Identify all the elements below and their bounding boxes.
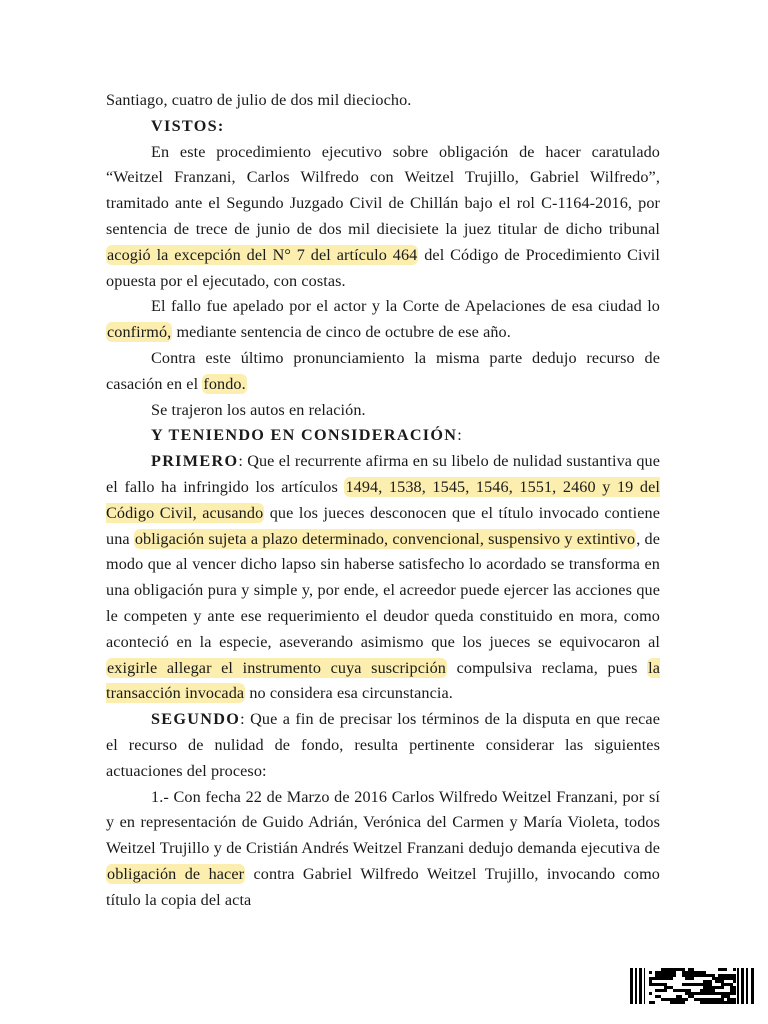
highlight-transaccion: la transacción invocada [106,658,660,703]
barcode-cell [709,1001,712,1004]
segundo-heading: SEGUNDO [151,710,241,729]
barcode-cell [730,977,733,980]
barcode-matrix [649,968,736,1004]
barcode-cell [691,977,694,980]
barcode-cell [709,992,712,995]
barcode-cell [733,1001,736,1004]
paragraph-casacion [106,346,660,398]
barcode-cell [670,998,673,1001]
barcode-cell [679,1001,682,1004]
barcode-cell [694,983,697,986]
barcode-cell [697,971,700,974]
para1-text-b: del Código de Procedimiento Civil opuesta por el ejecutado, con costas. [106,245,660,290]
barcode-cell [655,995,658,998]
barcode-cell [688,989,691,992]
barcode-cell [661,998,664,1001]
barcode-cell [715,977,718,980]
barcode-cell [679,995,682,998]
barcode-cell [664,968,667,971]
barcode-cell [724,968,727,971]
barcode-cell [673,998,676,1001]
barcode-cell [709,974,712,977]
barcode-cell [721,980,724,983]
barcode-cell [724,1001,727,1004]
barcode-cell [661,983,664,986]
barcode-cell [652,983,655,986]
para2-text-b: mediante sentencia de cinco de octubre de ese año. [172,323,511,342]
barcode-cell [706,992,709,995]
barcode-cell [697,983,700,986]
barcode-cell [718,974,721,977]
considering-heading-text: Y TENIENDO EN CONSIDERACIÓN [151,426,458,445]
vistos-heading-text: VISTOS: [151,116,225,135]
barcode-cell [685,998,688,1001]
barcode-cell [661,968,664,971]
barcode-cell [676,989,679,992]
barcode-cell [718,986,721,989]
barcode-bar [737,968,739,1004]
barcode-cell [682,989,685,992]
barcode-cell [703,992,706,995]
barcode-cell [700,983,703,986]
barcode-cell [688,983,691,986]
document-page [106,88,660,914]
barcode-cell [733,968,736,971]
barcode-cell [718,980,721,983]
barcode-cell [688,977,691,980]
barcode-cell [652,977,655,980]
barcode-cell [703,986,706,989]
barcode-cell [706,998,709,1001]
barcode-cell [682,971,685,974]
barcode-cell [664,977,667,980]
highlight-obligacion-hacer: obligación de hacer [107,864,245,883]
barcode-cell [703,989,706,992]
barcode-cell [703,974,706,977]
barcode-cell [718,968,721,971]
barcode-cell [715,998,718,1001]
barcode-cell [682,974,685,977]
barcode-cell [658,974,661,977]
barcode-cell [676,995,679,998]
item1-text-b: contra Gabriel Wilfredo Weitzel Trujillo, invocando como título la copia del acta [106,864,660,909]
barcode-cell [658,983,661,986]
barcode-cell [727,998,730,1001]
barcode-cell [667,971,670,974]
barcode-cell [706,989,709,992]
barcode-bar [741,968,744,1004]
barcode-cell [721,968,724,971]
primero-text-e: no considera esa circunstancia. [245,684,453,703]
barcode-cell [733,992,736,995]
barcode-cell [682,983,685,986]
barcode-cell [694,998,697,1001]
barcode-cell [673,971,676,974]
barcode-cell [688,992,691,995]
paragraph-segundo [106,707,660,784]
barcode-cell [727,995,730,998]
barcode-cell [691,971,694,974]
barcode-cell [688,995,691,998]
barcode-cell [661,971,664,974]
considering-heading [106,423,660,449]
barcode-cell [730,989,733,992]
barcode-cell [730,992,733,995]
barcode-cell [688,971,691,974]
barcode-cell [721,983,724,986]
verification-barcode [630,968,756,1004]
barcode-cell [679,968,682,971]
barcode-cell [730,983,733,986]
barcode-cell [721,977,724,980]
item1-text-a: 1.- Con fecha 22 de Marzo de 2016 Carlos Wilfredo Weitzel Franzani, por sí y en representación de Guido Adrián, Verónica del Carmen y María Violeta, todos Weitzel Trujillo y de Cristián Andrés Weitzel Franzani dedujo demanda ejecutiva de [106,787,660,858]
barcode-cell [658,971,661,974]
barcode-cell [733,977,736,980]
para2-text-a: El fallo fue apelado por el actor y la Corte de Apelaciones de esa ciudad lo [151,297,660,316]
barcode-cell [667,968,670,971]
highlight-acogio: acogió la excepción del N° 7 del artículo 464 [107,245,418,264]
paragraph-procedure [106,140,660,295]
barcode-cell [727,992,730,995]
barcode-cell [724,995,727,998]
barcode-bar [746,968,748,1004]
barcode-cell [730,1001,733,1004]
barcode-cell [664,974,667,977]
barcode-cell [664,971,667,974]
barcode-cell [727,974,730,977]
barcode-cell [649,992,652,995]
barcode-cell [673,989,676,992]
barcode-cell [703,971,706,974]
barcode-cell [655,983,658,986]
barcode-cell [667,986,670,989]
barcode-cell [673,974,676,977]
barcode-cell [649,971,652,974]
barcode-cell [688,968,691,971]
barcode-cell [733,989,736,992]
barcode-cell [685,989,688,992]
primero-heading: PRIMERO [151,452,239,471]
barcode-cell [691,983,694,986]
barcode-cell [697,992,700,995]
barcode-bar [644,968,645,1004]
primero-text-b: que los jueces desconocen que el título invocado contiene una [106,503,660,548]
barcode-cell [682,968,685,971]
date-line: Santiago, cuatro de julio de dos mil dieciocho. [106,91,412,109]
barcode-cell [685,974,688,977]
barcode-cell [685,977,688,980]
barcode-cell [688,974,691,977]
barcode-cell [730,974,733,977]
barcode-cell [691,992,694,995]
barcode-cell [730,986,733,989]
paragraph-primero [106,449,660,707]
barcode-cell [700,992,703,995]
barcode-cell [658,977,661,980]
barcode-cell [733,986,736,989]
barcode-cell [694,992,697,995]
barcode-cell [706,980,709,983]
barcode-cell [715,992,718,995]
barcode-cell [679,998,682,1001]
barcode-cell [655,974,658,977]
barcode-cell [700,998,703,1001]
highlight-obligacion-plazo: obligación sujeta a plazo determinado, convencional, suspensivo y extintivo [134,529,636,548]
barcode-cell [724,977,727,980]
barcode-cell [703,980,706,983]
barcode-cell [724,974,727,977]
barcode-cell [703,998,706,1001]
barcode-bar [630,968,633,1004]
primero-text-c: , de modo que al vencer dicho lapso sin haberse satisfecho lo acordado se transforma en una obligación pura y simple y, por ende, el acreedor puede ejercer las acciones que le competen y ante ese requerimiento el deudor queda constituido en mora, como aconteció en la especie, aseverando asimismo que los jueces se equivocaron al [106,529,660,651]
barcode-cell [670,1001,673,1004]
barcode-cell [703,983,706,986]
barcode-cell [718,998,721,1001]
barcode-cell [706,1001,709,1004]
barcode-cell [700,1001,703,1004]
paragraph-item-1 [106,785,660,914]
barcode-cell [655,971,658,974]
barcode-cell [667,977,670,980]
barcode-cell [652,1001,655,1004]
barcode-cell [709,989,712,992]
para1-text-a: En este procedimiento ejecutivo sobre obligación de hacer caratulado “Weitzel Franzani, Carlos Wilfredo con Weitzel Trujillo, Gabriel Wilfredo”, tramitado ante el Segundo Juzgado Civil de Chillán bajo el rol C-1164-2016, por sentencia de trece de junio de dos mil diecisiete la juez titular de dicho tribunal [106,142,660,238]
barcode-cell [697,974,700,977]
barcode-cell [721,992,724,995]
barcode-cell [685,971,688,974]
barcode-cell [676,1001,679,1004]
barcode-cell [721,1001,724,1004]
barcode-cell [676,998,679,1001]
barcode-cell [721,986,724,989]
barcode-cell [715,986,718,989]
barcode-cell [670,986,673,989]
barcode-cell [679,989,682,992]
barcode-bar [639,968,642,1004]
barcode-cell [727,977,730,980]
barcode-cell [712,989,715,992]
barcode-cell [685,983,688,986]
primero-text-d: compulsiva reclama, pues [447,658,648,677]
barcode-cell [664,998,667,1001]
barcode-bar [751,968,754,1004]
barcode-cell [664,986,667,989]
barcode-cell [649,1001,652,1004]
barcode-cell [694,971,697,974]
barcode-cell [655,977,658,980]
highlight-confirmo: confirmó, [107,323,172,342]
barcode-cell [724,983,727,986]
barcode-cell [733,974,736,977]
barcode-cell [712,977,715,980]
barcode-cell [712,1001,715,1004]
barcode-cell [682,998,685,1001]
barcode-cell [700,971,703,974]
barcode-cell [670,971,673,974]
barcode-cell [733,980,736,983]
primero-text-a: : Que el recurrente afirma en su libelo de nulidad sustantiva que el fallo ha infringido los artículos [106,452,660,496]
barcode-cell [709,980,712,983]
barcode-cell [706,974,709,977]
barcode-cell [661,974,664,977]
barcode-cell [667,998,670,1001]
barcode-cell [691,974,694,977]
barcode-cell [697,998,700,1001]
considering-colon: : [457,426,462,445]
barcode-cell [682,1001,685,1004]
paragraph-autos: Se trajeron los autos en relación. [151,400,366,419]
barcode-cell [712,986,715,989]
barcode-cell [706,986,709,989]
barcode-cell [727,1001,730,1004]
barcode-cell [670,974,673,977]
barcode-cell [721,998,724,1001]
barcode-cell [661,977,664,980]
highlight-instrumento: exigirle allegar el instrumento cuya suscripción [107,658,446,677]
barcode-cell [673,968,676,971]
barcode-cell [718,992,721,995]
barcode-cell [706,983,709,986]
barcode-cell [712,998,715,1001]
paragraph-appeal [106,294,660,346]
barcode-cell [703,1001,706,1004]
barcode-cell [718,977,721,980]
barcode-cell [685,992,688,995]
barcode-cell [709,998,712,1001]
barcode-cell [664,989,667,992]
barcode-cell [676,968,679,971]
barcode-cell [649,977,652,980]
barcode-cell [724,992,727,995]
barcode-cell [721,974,724,977]
barcode-cell [655,989,658,992]
barcode-cell [712,974,715,977]
barcode-cell [700,989,703,992]
barcode-cell [691,968,694,971]
barcode-cell [715,980,718,983]
highlight-articulos: 1494, 1538, 1545, 1546, 1551, 2460 y 19 del Código Civil, acusando [106,477,660,522]
barcode-cell [667,974,670,977]
barcode-cell [670,977,673,980]
barcode-cell [727,983,730,986]
barcode-cell [658,995,661,998]
barcode-cell [661,989,664,992]
barcode-cell [694,974,697,977]
vistos-heading [106,114,660,140]
barcode-cell [670,968,673,971]
barcode-cell [721,995,724,998]
highlight-fondo: fondo. [203,374,246,393]
barcode-bar [635,968,637,1004]
barcode-cell [709,983,712,986]
barcode-cell [730,998,733,1001]
barcode-cell [709,986,712,989]
barcode-cell [673,1001,676,1004]
barcode-cell [718,1001,721,1004]
barcode-cell [649,980,652,983]
barcode-cell [700,974,703,977]
barcode-cell [691,995,694,998]
segundo-text: : Que a fin de precisar los términos de la disputa en que recae el recurso de nulidad de fondo, resulta pertinente considerar las siguientes actuaciones del proceso: [106,710,660,780]
barcode-cell [649,983,652,986]
barcode-cell [733,998,736,1001]
barcode-cell [712,992,715,995]
barcode-cell [658,989,661,992]
barcode-cell [664,983,667,986]
para3-text-a: Contra este último pronunciamiento la misma parte dedujo recurso de casación en el [106,348,660,393]
barcode-cell [715,1001,718,1004]
